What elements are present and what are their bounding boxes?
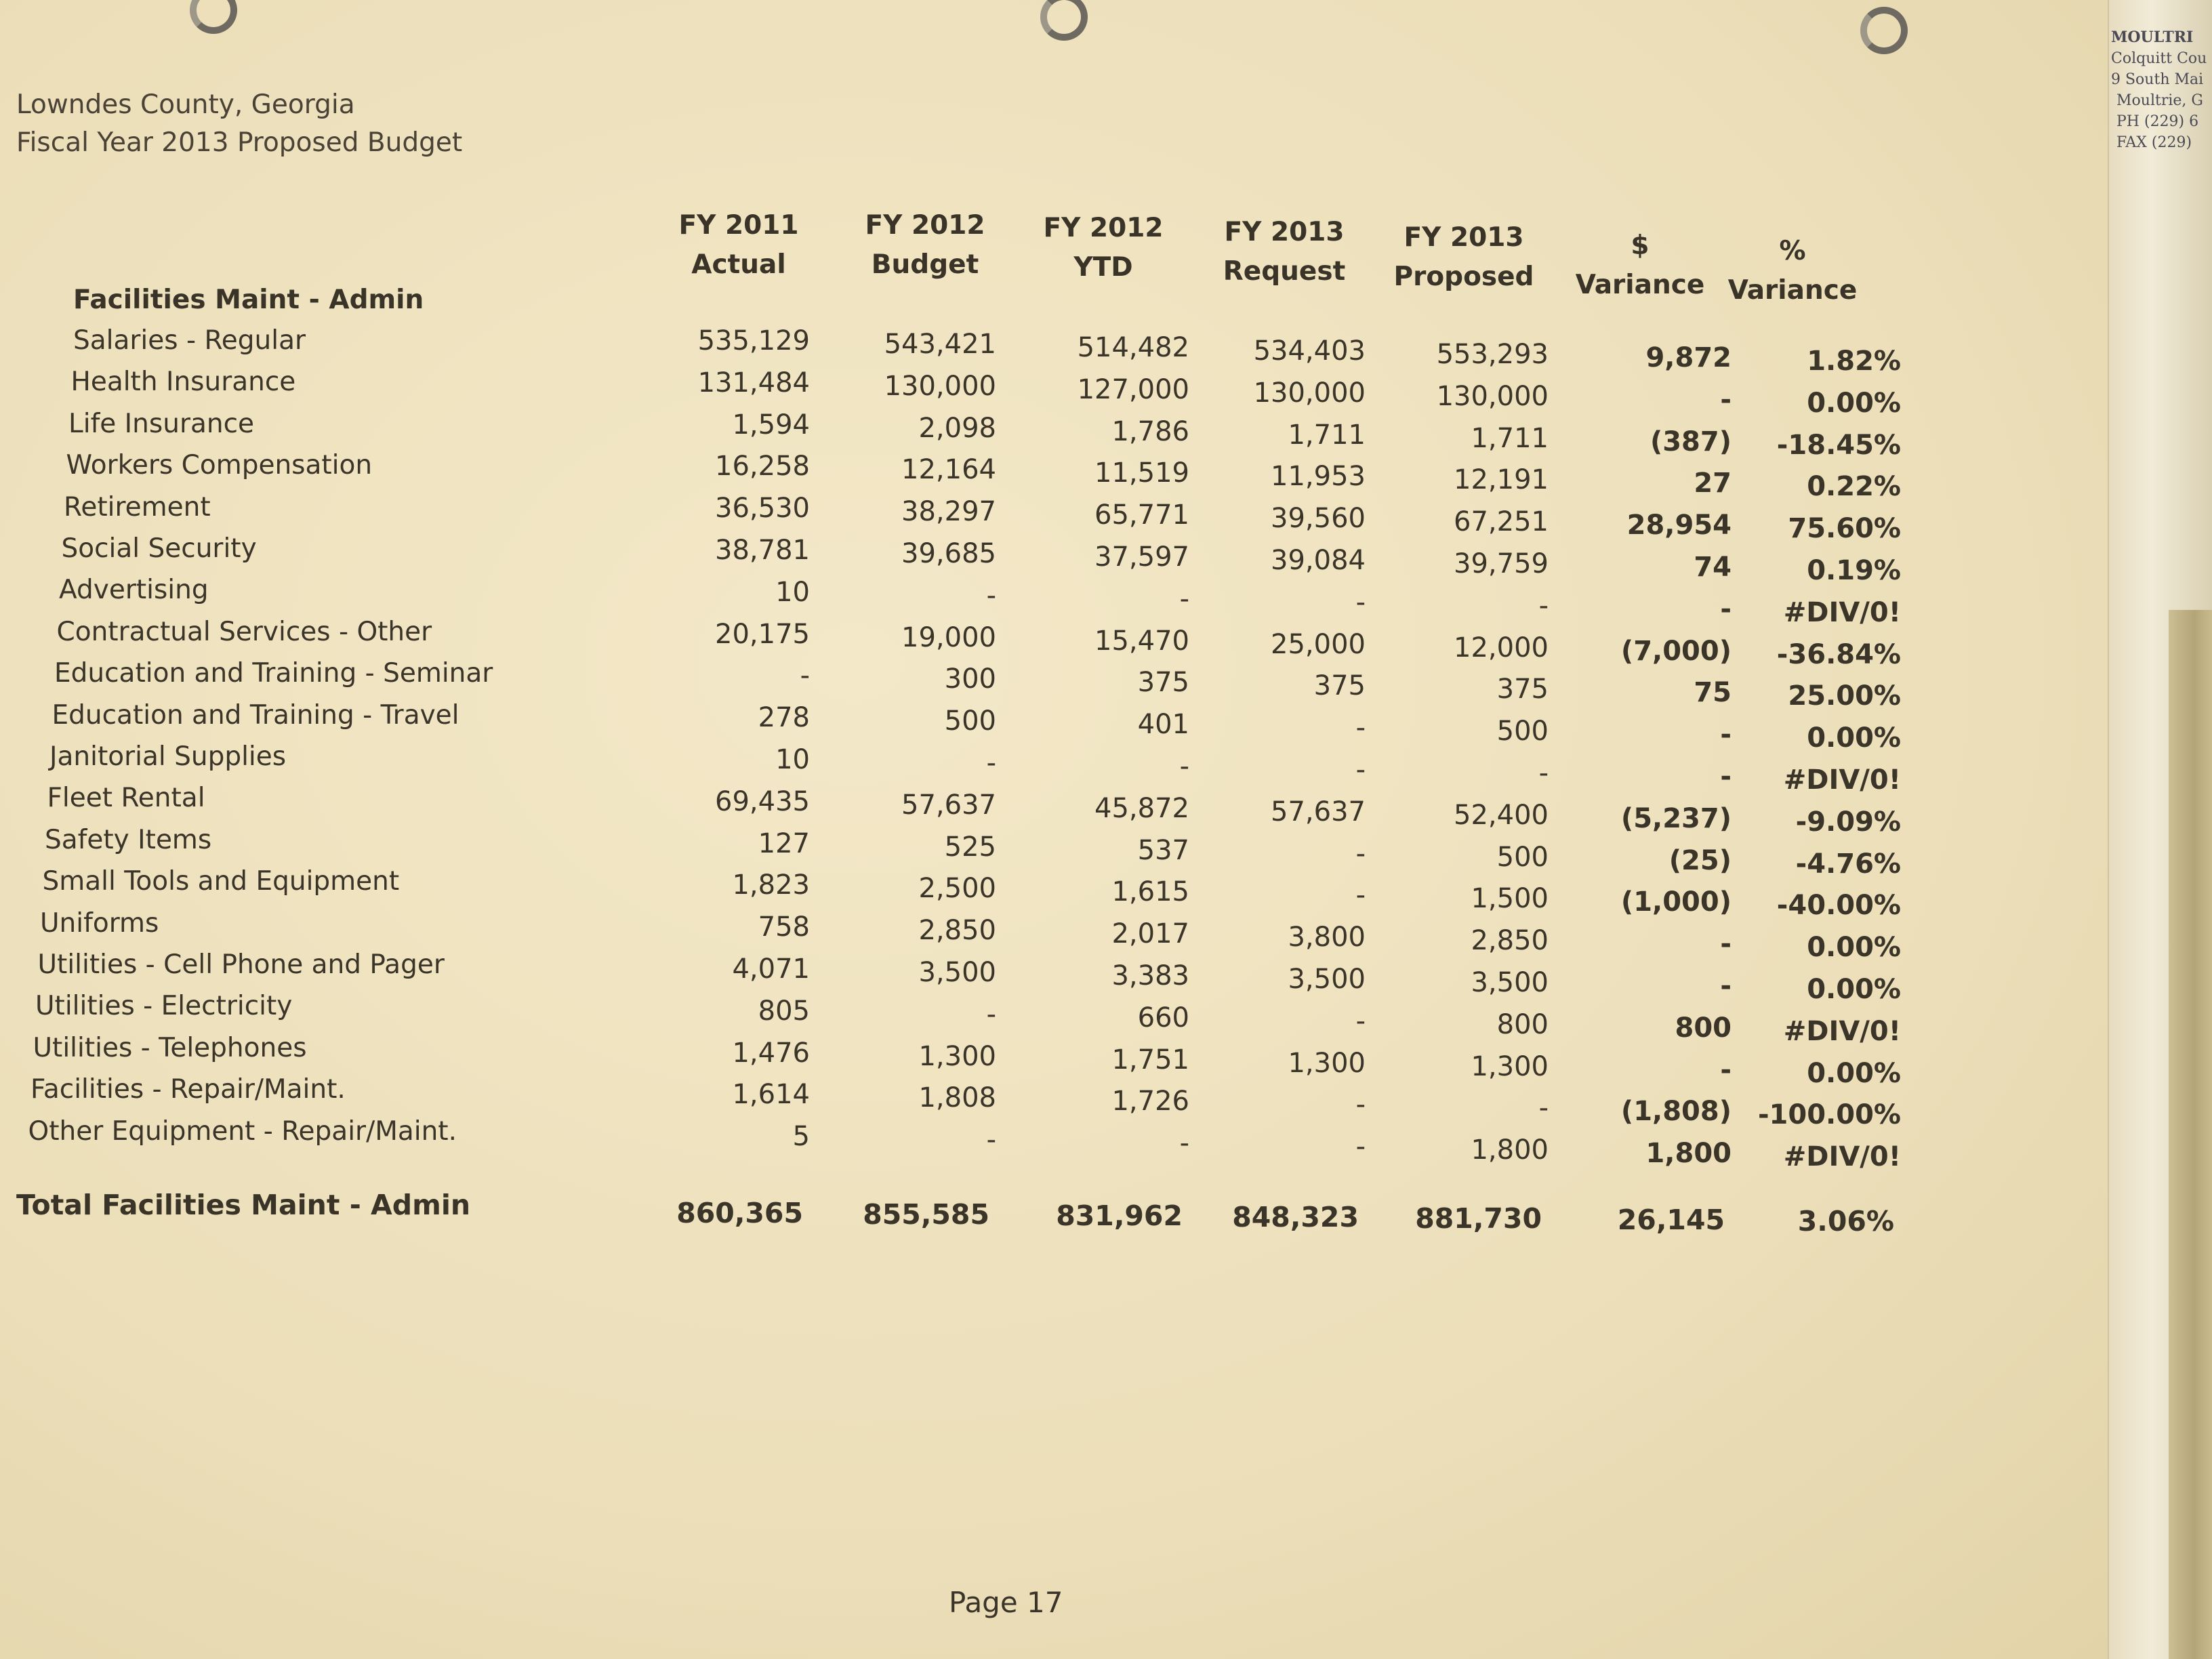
column-header: Actual (691, 249, 786, 280)
table-cell: - (1720, 970, 1732, 1002)
table-cell: - (1355, 1005, 1366, 1037)
column-header: Proposed (1393, 262, 1534, 292)
business-card-line: Colquitt Cou (2111, 50, 2207, 67)
table-cell: 800 (1496, 1008, 1549, 1040)
table-cell: - (1538, 590, 1549, 621)
table-cell: -18.45% (1776, 429, 1901, 461)
row-label: Other Equipment - Repair/Maint. (28, 1115, 457, 1147)
table-cell: 0.00% (1807, 974, 1901, 1005)
table-cell: 25.00% (1788, 680, 1901, 712)
table-cell: 758 (758, 912, 810, 943)
column-header: FY 2012 (1043, 213, 1164, 243)
table-cell: 127,000 (1077, 373, 1189, 405)
table-cell: - (1179, 1128, 1189, 1160)
table-cell: - (1355, 1089, 1366, 1121)
table-cell: 9,872 (1645, 342, 1732, 373)
table-cell: - (1720, 719, 1732, 751)
table-cell: 1,800 (1645, 1138, 1732, 1170)
table-cell: 1,711 (1288, 419, 1366, 451)
business-card-line: Moultrie, G (2116, 92, 2203, 109)
table-cell: 2,017 (1111, 918, 1189, 950)
row-label: Health Insurance (70, 367, 296, 398)
table-cell: 1,300 (1471, 1050, 1549, 1082)
table-cell: - (1355, 1131, 1366, 1163)
table-cell: 16,258 (715, 451, 810, 483)
table-cell: -36.84% (1776, 638, 1901, 670)
table-cell: - (1720, 761, 1732, 792)
table-cell: 19,000 (901, 621, 996, 653)
table-cell: 1,800 (1471, 1134, 1549, 1166)
table-cell: 38,781 (715, 535, 810, 566)
table-cell: 127 (758, 827, 810, 859)
table-cell: #DIV/0! (1783, 596, 1901, 628)
table-cell: (387) (1650, 426, 1732, 457)
table-cell: 1,594 (732, 409, 810, 441)
table-cell: 537 (1137, 834, 1189, 866)
table-cell: 10 (775, 744, 810, 775)
table-cell: - (1179, 751, 1189, 782)
table-cell: - (1179, 583, 1189, 615)
table-cell: - (1355, 838, 1366, 869)
table-cell: 27 (1694, 468, 1732, 499)
table-cell: 65,771 (1094, 499, 1189, 531)
table-cell: - (1720, 384, 1732, 415)
column-header: FY 2013 (1224, 217, 1345, 247)
table-cell: 11,519 (1094, 457, 1189, 489)
table-cell: (5,237) (1620, 802, 1732, 834)
table-cell: 375 (1137, 667, 1189, 699)
row-label: Uniforms (40, 907, 159, 939)
column-header: YTD (1073, 252, 1133, 283)
table-cell: 57,637 (901, 789, 996, 821)
column-header: Request (1223, 256, 1346, 287)
row-label: Contractual Services - Other (56, 616, 432, 647)
table-cell: - (1355, 712, 1366, 744)
row-label: Advertising (59, 575, 209, 606)
table-cell: 37,597 (1094, 541, 1189, 573)
row-label: Education and Training - Travel (52, 699, 459, 731)
row-label: Life Insurance (68, 408, 255, 439)
page-number: Page 17 (949, 1586, 1063, 1619)
budget-title: Fiscal Year 2013 Proposed Budget (16, 127, 463, 158)
table-cell: (1,808) (1620, 1096, 1732, 1128)
table-cell: - (1355, 754, 1366, 785)
total-cell: 881,730 (1415, 1202, 1542, 1235)
table-cell: -9.09% (1795, 806, 1901, 838)
table-cell: 375 (1496, 674, 1549, 705)
table-cell: - (986, 579, 996, 611)
table-cell: 74 (1694, 552, 1732, 583)
table-cell: 25,000 (1271, 628, 1366, 660)
table-cell: 525 (944, 831, 996, 863)
table-cell: 553,293 (1436, 339, 1549, 370)
table-cell: 500 (944, 705, 996, 737)
total-cell: 855,585 (863, 1198, 989, 1231)
table-cell: 12,000 (1454, 632, 1549, 663)
table-cell: 1,808 (918, 1082, 996, 1114)
table-cell: 1,711 (1471, 422, 1549, 454)
table-cell: - (1538, 1092, 1549, 1124)
table-cell: (7,000) (1620, 635, 1732, 667)
column-header: $ (1631, 230, 1650, 261)
table-cell: #DIV/0! (1783, 764, 1901, 796)
table-cell: 45,872 (1094, 792, 1189, 824)
table-cell: 36,530 (715, 493, 810, 525)
table-cell: 2,098 (918, 412, 996, 444)
table-cell: 3,500 (1288, 964, 1366, 995)
business-card-line: 9 South Mai (2111, 71, 2204, 88)
table-cell: 52,400 (1454, 799, 1549, 831)
table-cell: 39,685 (901, 538, 996, 569)
section-title: Facilities Maint - Admin (73, 285, 424, 315)
table-cell: 300 (944, 663, 996, 695)
table-cell: - (800, 660, 810, 692)
table-cell: 1,786 (1111, 415, 1189, 447)
row-label: Safety Items (45, 824, 212, 855)
table-cell: 2,850 (1471, 925, 1549, 957)
table-cell: 660 (1137, 1002, 1189, 1033)
total-cell: 26,145 (1617, 1204, 1725, 1236)
table-cell: 130,000 (1436, 380, 1549, 412)
row-label: Retirement (64, 491, 211, 523)
table-cell: #DIV/0! (1783, 1141, 1901, 1173)
table-cell: 10 (775, 576, 810, 608)
column-header: FY 2012 (865, 210, 985, 241)
table-cell: 0.22% (1807, 471, 1901, 503)
row-label: Education and Training - Seminar (54, 658, 493, 689)
column-header: Budget (871, 249, 979, 280)
column-header: % (1779, 236, 1806, 266)
table-cell: 543,421 (884, 329, 996, 360)
row-label: Social Security (61, 533, 257, 564)
table-cell: -100.00% (1757, 1099, 1901, 1131)
table-cell: 805 (758, 995, 810, 1027)
table-cell: 39,759 (1454, 548, 1549, 579)
row-label: Utilities - Telephones (33, 1032, 307, 1063)
table-cell: (1,000) (1620, 886, 1732, 918)
table-cell: 514,482 (1077, 332, 1189, 363)
table-cell: -4.76% (1795, 848, 1901, 880)
table-cell: 39,084 (1271, 545, 1366, 576)
row-label: Utilities - Cell Phone and Pager (37, 949, 445, 980)
table-cell: 11,953 (1271, 461, 1366, 493)
row-label: Facilities - Repair/Maint. (30, 1074, 346, 1105)
business-card-line: FAX (229) (2116, 134, 2192, 151)
table-cell: 28,954 (1626, 510, 1732, 541)
table-cell: 0.00% (1807, 722, 1901, 754)
table-cell: 375 (1313, 670, 1366, 702)
row-label: Workers Compensation (66, 450, 373, 481)
business-card-line: MOULTRI (2111, 28, 2194, 46)
table-cell: 535,129 (697, 325, 810, 356)
table-cell: - (986, 998, 996, 1030)
row-label: Janitorial Supplies (49, 741, 287, 772)
table-cell: 69,435 (715, 785, 810, 817)
table-cell: 3,500 (918, 957, 996, 988)
table-cell: - (1720, 593, 1732, 625)
table-cell: 800 (1675, 1012, 1732, 1044)
table-cell: 12,191 (1454, 464, 1549, 496)
table-cell: - (1355, 880, 1366, 912)
table-cell: 67,251 (1454, 506, 1549, 538)
table-cell: 0.00% (1807, 1057, 1901, 1089)
table-cell: 3,500 (1471, 967, 1549, 998)
row-label: Fleet Rental (47, 783, 205, 814)
column-header: FY 2011 (678, 210, 799, 241)
county-name: Lowndes County, Georgia (16, 89, 355, 120)
table-cell: 278 (758, 702, 810, 734)
table-cell: 2,500 (918, 873, 996, 905)
table-cell: 75 (1694, 677, 1732, 709)
table-cell: 75.60% (1788, 513, 1901, 545)
table-cell: (25) (1668, 844, 1732, 876)
total-cell: 3.06% (1797, 1205, 1894, 1237)
table-cell: 3,383 (1111, 960, 1189, 991)
table-cell: 57,637 (1271, 796, 1366, 827)
table-cell: 500 (1496, 841, 1549, 873)
table-cell: 2,850 (918, 915, 996, 947)
table-cell: 1,614 (732, 1079, 810, 1111)
table-cell: 1,300 (918, 1040, 996, 1072)
table-cell: 4,071 (732, 954, 810, 985)
table-cell: 0.00% (1807, 932, 1901, 964)
adjacent-business-card (2111, 27, 2212, 153)
business-card-line: PH (229) 6 (2116, 113, 2199, 130)
column-header: Variance (1575, 270, 1705, 300)
table-cell: - (986, 1124, 996, 1156)
total-cell: 831,962 (1056, 1200, 1183, 1232)
table-cell: 401 (1137, 709, 1189, 741)
table-cell: 1,300 (1288, 1047, 1366, 1079)
table-cell: 1,476 (732, 1037, 810, 1069)
table-cell: - (1720, 928, 1732, 960)
row-label: Salaries - Regular (73, 325, 306, 356)
table-cell: 1,823 (732, 869, 810, 901)
table-cell: 1,751 (1111, 1044, 1189, 1076)
table-cell: 1,500 (1471, 883, 1549, 915)
table-cell: 1,615 (1111, 876, 1189, 908)
table-cell: 15,470 (1094, 625, 1189, 657)
table-cell: 500 (1496, 716, 1549, 747)
column-header: FY 2013 (1404, 222, 1524, 253)
page-edge-shadow (2169, 610, 2212, 1659)
table-cell: - (1355, 586, 1366, 618)
table-cell: - (1720, 1054, 1732, 1086)
table-cell: 131,484 (697, 367, 810, 398)
table-cell: - (1538, 758, 1549, 789)
table-cell: 1,726 (1111, 1086, 1189, 1118)
table-cell: 130,000 (884, 370, 996, 402)
table-cell: #DIV/0! (1783, 1015, 1901, 1047)
table-cell: 130,000 (1253, 377, 1366, 409)
total-cell: 860,365 (676, 1197, 803, 1229)
binder-ring-icon (1860, 7, 1908, 54)
table-cell: -40.00% (1776, 890, 1901, 922)
row-label: Utilities - Electricity (35, 991, 293, 1022)
total-cell: 848,323 (1232, 1201, 1359, 1233)
total-label: Total Facilities Maint - Admin (16, 1189, 471, 1221)
table-cell: 534,403 (1253, 335, 1366, 367)
column-header: Variance (1727, 275, 1858, 306)
table-cell: - (986, 747, 996, 779)
table-cell: 38,297 (901, 496, 996, 528)
table-cell: 1.82% (1807, 346, 1901, 377)
table-cell: 12,164 (901, 454, 996, 486)
table-cell: 5 (792, 1121, 810, 1153)
table-cell: 20,175 (715, 618, 810, 650)
row-label: Small Tools and Equipment (42, 866, 400, 897)
table-cell: 0.00% (1807, 387, 1901, 419)
table-cell: 39,560 (1271, 503, 1366, 535)
table-cell: 0.19% (1807, 555, 1901, 586)
table-cell: 3,800 (1288, 922, 1366, 954)
